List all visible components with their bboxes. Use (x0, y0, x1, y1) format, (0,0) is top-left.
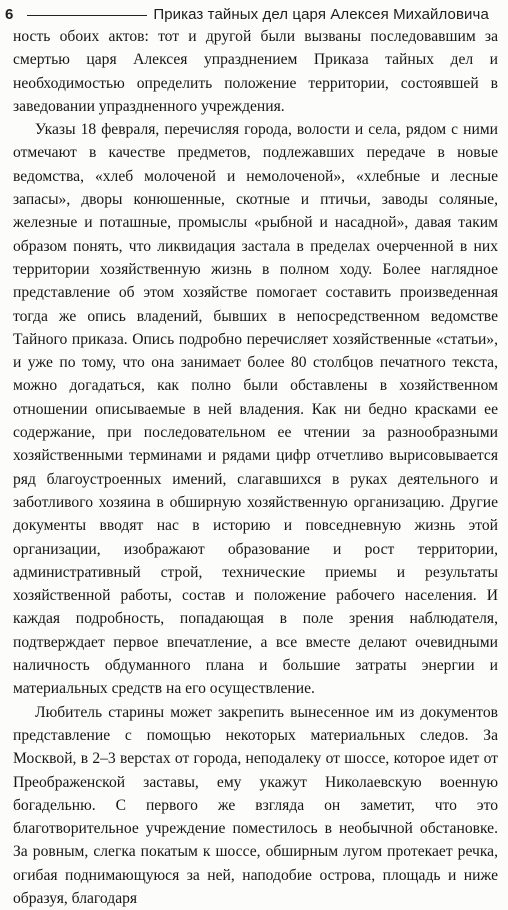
body-text (13, 25, 498, 910)
page-number: 6 (5, 5, 14, 23)
paragraph-continued: ность обоих актов: тот и другой были вызваны последовавшим за смертью царя Алексея упразднением Приказа тайных дел и необходимостью определить положение территории, состоявшей в заведовании упраздненного учреждения. (13, 28, 498, 115)
running-header (5, 3, 498, 25)
paragraph: Любитель старины может закрепить вынесенное им из документов представление с помощью некоторых материальных следов. За Москвой, в 2–3 верстах от города, неподалеку от шоссе, которое идет от Преображенской заставы, ему укажут Николаевскую военную богадельню. С первого же взгляда он заметит, что это благотворительное учреждение поместилось в необычной обстановке. За ровным, слегка покатым к шоссе, обширным лугом протекает речка, огибая поднимающуюся за ней, наподобие острова, площадь и ниже образуя, благодаря (13, 703, 498, 907)
header-rule (27, 15, 147, 16)
running-title: Приказ тайных дел царя Алексея Михайловича (153, 5, 489, 23)
paragraph: Указы 18 февраля, перечисляя города, волости и села, рядом с ними отмечают в качестве предметов, подлежавших передаче в новые ведомства, «хлеб молоченой и немолоченой», «хлебные и лесные запасы», дворы конюшенные, скотные и птичьи, заводы соляные, железные и поташные, промыслы «рыбной и насадной», давая таким образом понять, что ликвидация застала в пределах очерченной в них территории хозяйственную жизнь в полном ходу. Более наглядное представление об этом хозяйстве помогает составить произведенная тогда же опись владений, бывших в непосредственном ведомстве Тайного приказа. Опись подробно перечисляет хозяйственные «статьи», и уже по тому, что она занимает более 80 столбцов печатного текста, можно догадаться, как полно были обставлены в хозяйственном отношении описываемые в ней владения. Как ни бедно красками ее содержание, при последовательном ее чтении за разнообразными хозяйственными терминами и рядами цифр отчетливо вырисовывается ряд благоустроенных имений, слагавшихся в руках деятельного и заботливого хозяина в обширную хозяйственную организацию. Другие документы вводят нас в историю и повседневную жизнь этой организации, изображают образование и рост территории, административный строй, технические приемы и результаты хозяйственной работы, состав и положение рабочего населения. И каждая подробность, попадающая в поле зрения наблюдателя, подтверждает первое впечатление, а все вместе делают очевидными наличность обдуманного плана и большие затраты энергии и материальных средств на его осуществление. (13, 121, 498, 698)
